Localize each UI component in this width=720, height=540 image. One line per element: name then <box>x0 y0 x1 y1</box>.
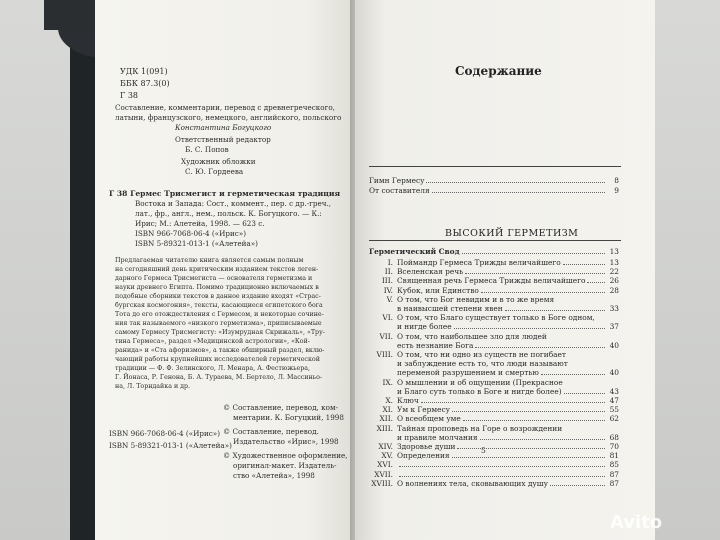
copyright-line: ство «Алетейа», 1998 <box>233 471 315 480</box>
toc-entry: IX. О мышлении и об ощущении (Прекрасное <box>382 377 563 387</box>
toc-entry: Гимн Гермесу 8 <box>369 176 619 185</box>
toc-entry: X. Ключ 47 <box>385 396 619 405</box>
annotation-line: дарного Гермеса Трисмегиста — основателя герметизма и <box>115 275 313 282</box>
toc-entry: и заблуждение есть то, что люди называют <box>397 359 568 369</box>
annotation-line: на, Л. Торндайка и др. <box>115 383 191 390</box>
editor-name: Б. С. Попов <box>185 145 229 154</box>
toc-entry: XI. Ум к Гермесу 55 <box>382 405 619 415</box>
avito-watermark: Avito <box>610 512 663 533</box>
copyright-line: © Составление, перевод, ком- <box>223 403 338 412</box>
section-rule <box>369 240 621 241</box>
biblio-isbn: ISBN 5-89321-013-1 («Алетейа») <box>135 239 258 248</box>
artist-label: Художник обложки <box>181 157 256 166</box>
annotation-line: ния так называемого «низкого герметизма», приписываемые <box>115 320 322 327</box>
toc-entry: VII. О том, что наибольшее зло для людей <box>379 331 547 341</box>
annotation-line: Г. Йонаса, Р. Генона, Б. А. Тураева, М. Бертело, Л. Массиньо- <box>115 374 322 381</box>
toc-entry: переменой разрушением и смертью 40 <box>397 368 619 378</box>
copyright-line: ментарии. К. Богуцкий, 1998 <box>233 413 344 422</box>
toc-entry: есть незнание Бога 40 <box>397 340 619 350</box>
copyright-line: © Составление, перевод. <box>223 427 319 436</box>
right-page <box>355 0 655 540</box>
annotation-line: традиции — Ф. Ф. Зелинского, Л. Менара, А. Фестюжьера, <box>115 365 311 372</box>
annotation-line: самому Гермесу Трисмегисту: «Изумрудная Скрижаль», «Тру- <box>115 329 325 336</box>
toc-entry: XVII. 87 <box>374 469 619 479</box>
isbn-line: ISBN 966-7068-06-4 («Ирис») <box>109 429 221 438</box>
toc-entry: IV. Кубок, или Единство 28 <box>383 285 619 295</box>
credits-line: Составление, комментарии, перевод с древнегреческого, <box>115 103 335 112</box>
editor-label: Ответственный редактор <box>175 135 271 144</box>
page-number: 5 <box>481 446 486 455</box>
subsection-entry: Герметический Свод 13 <box>369 247 619 256</box>
annotation-line: Тота до его отождествления с Гермесом, и некоторые сочине- <box>115 311 324 318</box>
annotation-line: бургская космогония», тексты, касающиеся египетского бога <box>115 302 323 309</box>
toc-entry: в наивысшей степени явен 33 <box>397 304 619 313</box>
toc-entry: XIV. Здоровье души 70 <box>378 442 619 451</box>
toc-entry: XVI. 85 <box>377 460 619 470</box>
bbk-code: ББК 87.3(0) <box>120 79 170 88</box>
biblio-title: Г 38 Гермес Трисмегист и герметическая традиция <box>109 189 341 198</box>
toc-entry: XVIII. О волнениях тела, сковывающих душу 87 <box>371 478 619 488</box>
biblio-line: лат., фр., англ., нем., польск. К. Богуцкого. — К.: <box>135 209 322 218</box>
toc-entry: и правиле молчания 68 <box>397 432 619 442</box>
annotation-line: науки древнего Египта. Помимо традиционно включаемых в <box>115 284 319 291</box>
biblio-line: Ирис; М.: Алетейа, 1998. — 623 с. <box>135 219 265 228</box>
isbn-line: ISBN 5-89321-013-1 («Алетейа») <box>109 441 232 450</box>
annotation-line: чающий работы крупнейших исследователей герметической <box>115 356 320 363</box>
toc-entry: I. Поймандр Гермеса Трижды величайшего 13 <box>387 258 619 267</box>
udk-code: УДК 1(091) <box>120 67 168 76</box>
toc-entry: II. Вселенская речь 22 <box>384 267 619 277</box>
toc-title: Содержание <box>455 64 542 78</box>
toc-rule <box>369 166 621 167</box>
artist-name: С. Ю. Гордеева <box>185 167 244 176</box>
catalog-code: Г 38 <box>120 91 139 100</box>
credits-line: латыни, французского, немецкого, английского, польского <box>115 113 342 122</box>
toc-entry: и нигде более 37 <box>397 322 619 332</box>
annotation-line: тина Гермеса», раздел «Медицинской астрологии», «Кой- <box>115 338 310 345</box>
toc-entry: XIII. Тайная проповедь на Горе о возрождении <box>376 423 563 433</box>
compiler-name: Константина Богуцкого <box>175 123 272 132</box>
annotation-line: на сегодняшний день критическим изданием текстов леген- <box>115 266 319 273</box>
toc-entry: От составителя 9 <box>369 186 619 195</box>
copyright-line: Издательство «Ирис», 1998 <box>233 437 339 446</box>
toc-entry: V. О том, что Бог невидим и в то же время <box>386 294 555 304</box>
copyright-line: © Художественное оформление, <box>223 451 348 460</box>
annotation-line: Предлагаемая читателю книга является самым полным <box>115 257 304 264</box>
annotation-line: подобные сборники текстов в данное издание входят «Страс- <box>115 293 321 300</box>
annotation-line: ранида» и «Ста афоризмов», а также обширный раздел, вклю- <box>115 347 325 354</box>
toc-entry: VIII. О том, что ни одно из существ не погибает <box>376 350 567 359</box>
toc-entry: XV. Определения 81 <box>381 451 619 461</box>
biblio-line: Востока и Запада: Сост., коммент., пер. с др.-греч., <box>135 199 332 208</box>
toc-entry: III. Священная речь Гермеса Трижды величайшего 26 <box>381 276 619 286</box>
copyright-line: оригинал-макет. Издатель- <box>233 461 337 470</box>
section-title: ВЫСОКИЙ ГЕРМЕТИЗМ <box>445 228 579 239</box>
biblio-isbn: ISBN 966-7068-06-4 («Ирис») <box>135 229 247 238</box>
left-page <box>95 0 360 540</box>
toc-entry: XII. О всеобщем уме 62 <box>379 414 619 424</box>
toc-entry: VI. О том, что Благо существует только в Боге одном, <box>382 313 595 323</box>
toc-entry: и Благо суть только в Боге и нигде более) 43 <box>397 386 619 396</box>
